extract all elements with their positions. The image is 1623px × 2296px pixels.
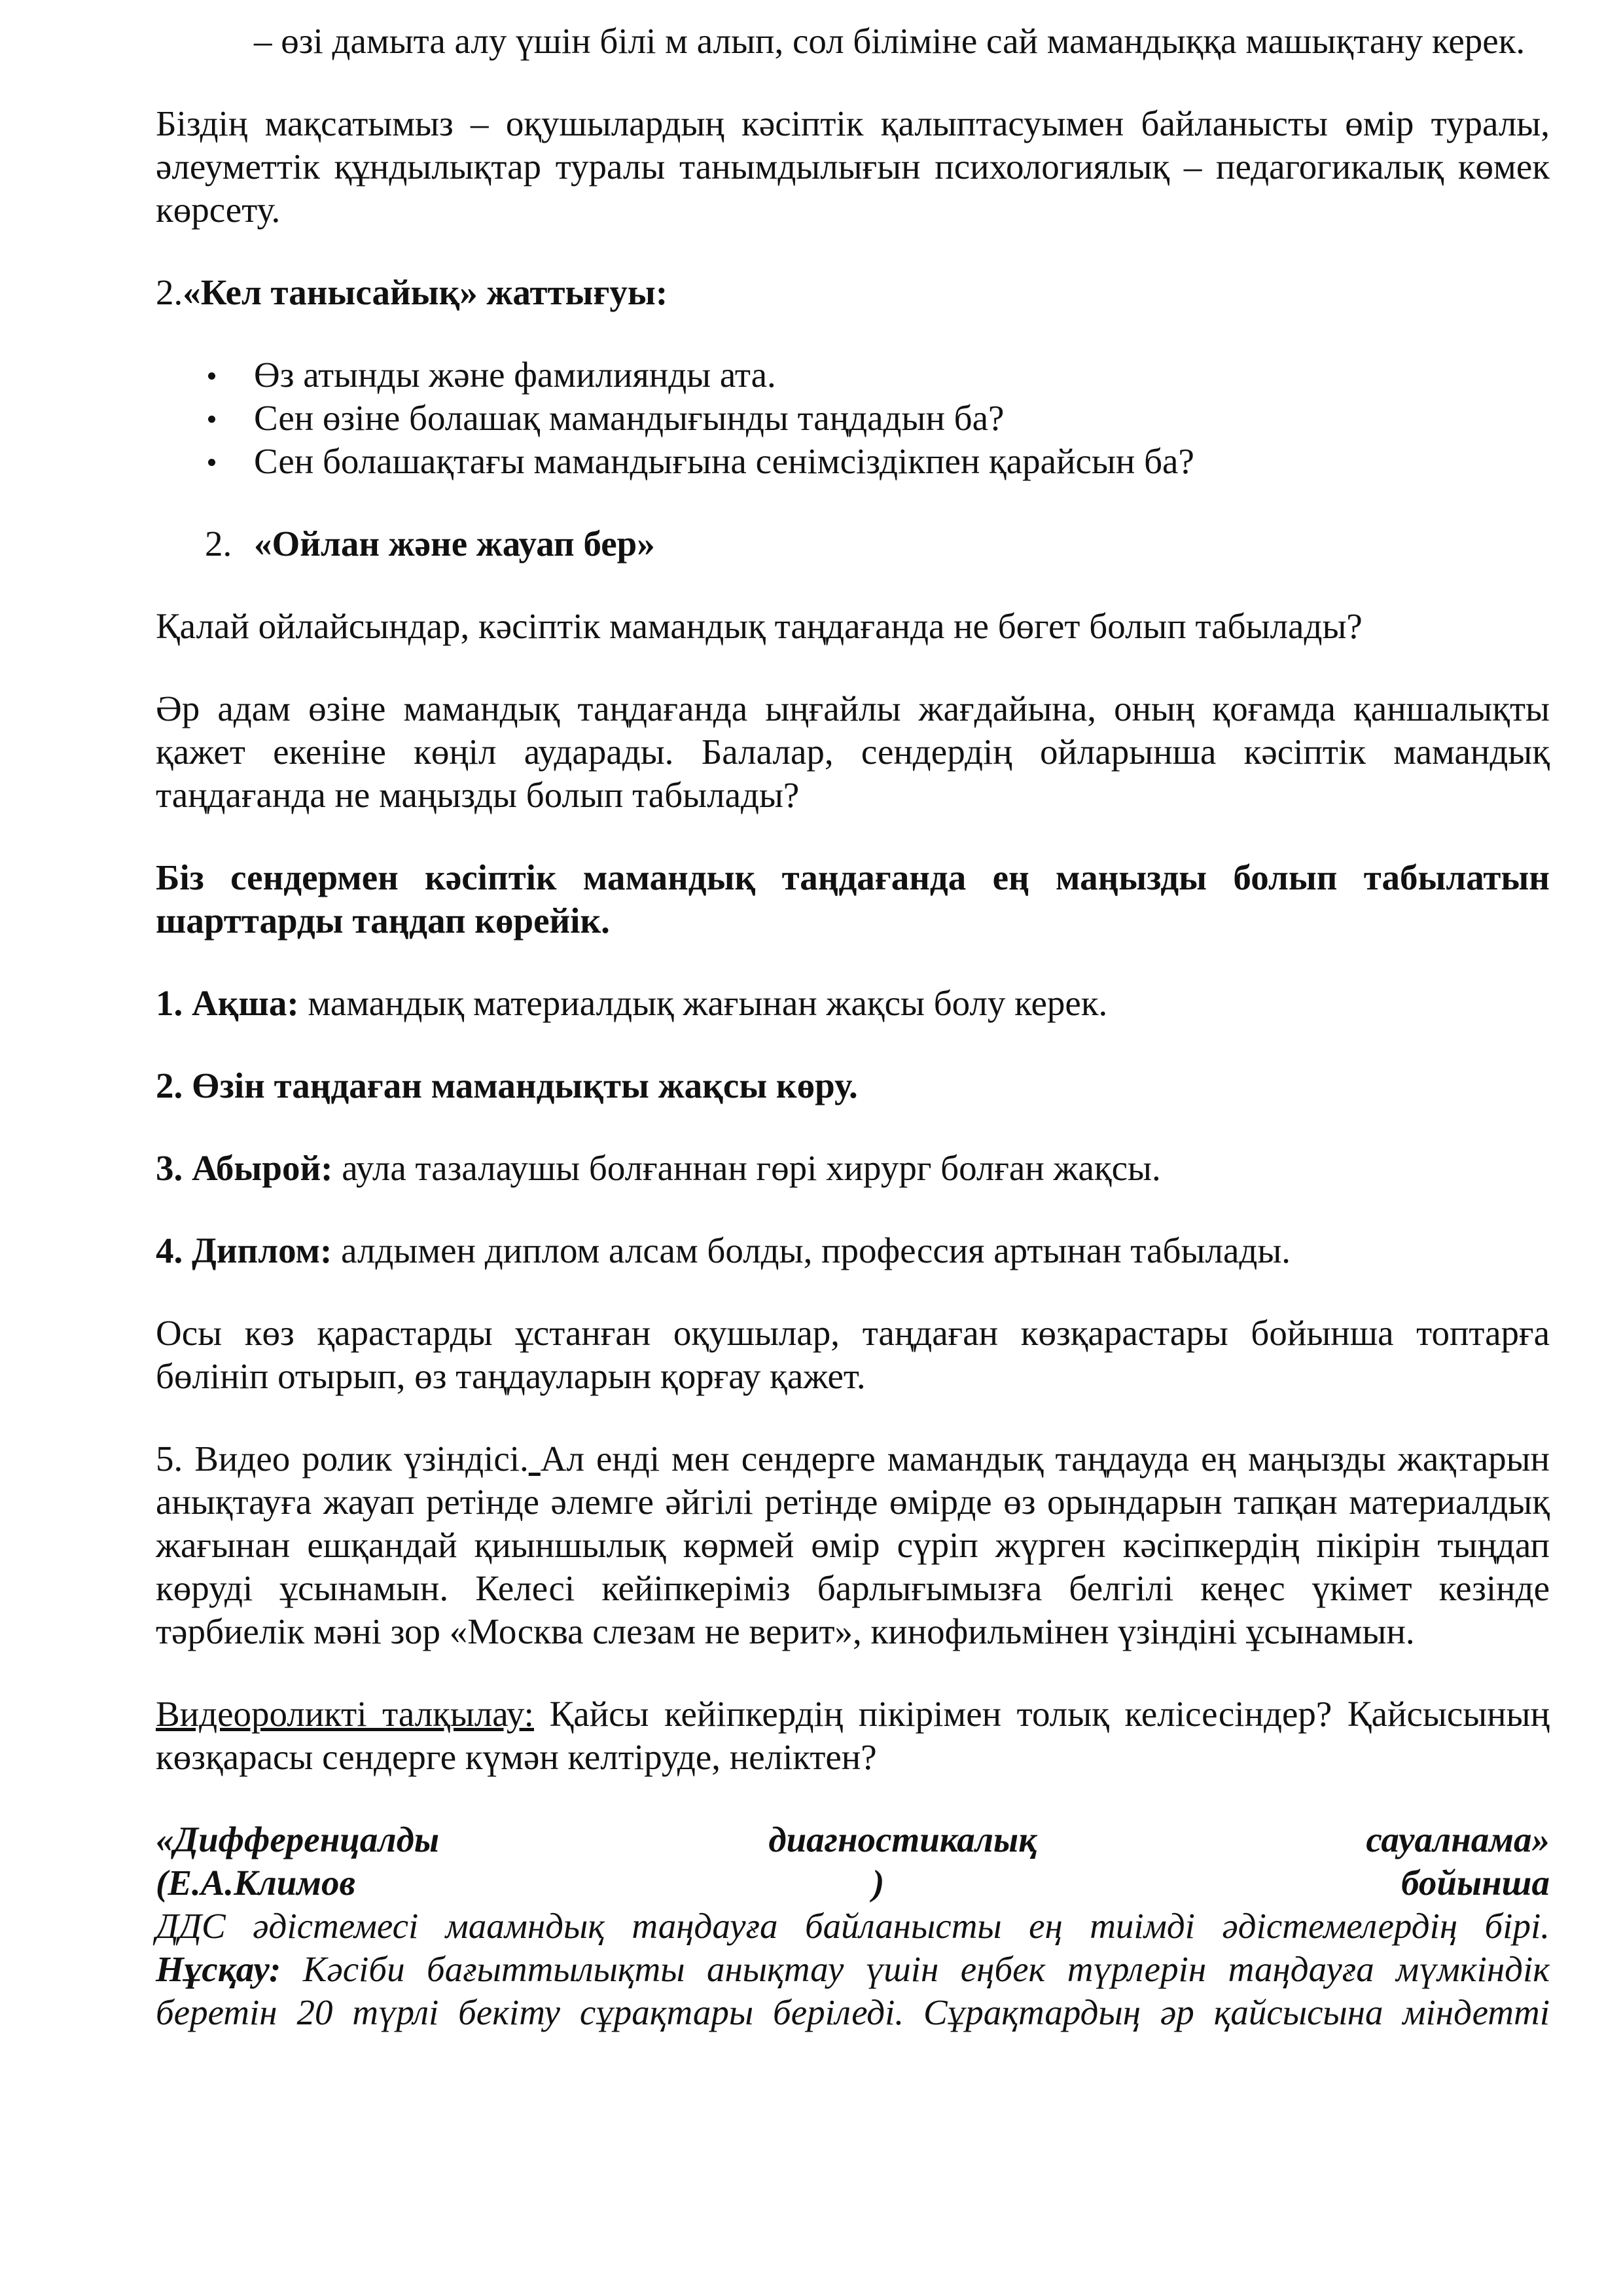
- criterion-item: [156, 1064, 1550, 1107]
- section2-number: 2.: [205, 524, 232, 564]
- video-lead: 5. Видео ролик үзіндісі.: [156, 1439, 529, 1479]
- criterion-label: 2. Өзін таңдаған мамандықты жақсы көру.: [156, 1066, 858, 1105]
- goal-paragraph: Біздің мақсатымыз – оқушылардың кәсіптік қалыптасуымен байланысты өмір туралы, әлеуметтік құндылықтар туралы танымдылығын психологиялық – педагогикалық көмек көрсету.: [156, 103, 1550, 230]
- choice-paragraph: Әр адам өзіне мамандық таңдағанда ыңғайлы жағдайына, оның қоғамда қаншалықты қажет екеніне көңіл аударады. Балалар, сендердің ойларынша кәсіптік мамандық таңдағанда не маңызды болып табылады?: [156, 689, 1550, 815]
- instruction-label: Нұсқау:: [156, 1949, 281, 1989]
- document-page: [156, 20, 1550, 2034]
- survey-author-part: (Е.А.Климов: [156, 1863, 356, 1903]
- video-text: Ал енді мен сендерге мамандық таңдауда ең маңызды жақтарын анықтауға жауап ретінде әлемге әйгілі ретінде өмірде өз орындарын тапқан материалдық жағынан ешқандай қиыншылық көрмей өмір сүріп жүрген кәсіпкердің пікірін тыңдап көруді ұсынамын. Келесі кейіпкеріміз барлығымызға белгілі кеңес үкімет кезінде тәрбиелік мәні зор «Москва слезам не верит», кинофильмінен үзіндіні ұсынамын.: [156, 1439, 1550, 1651]
- section2-title: «Ойлан және жауап бер»: [254, 524, 655, 564]
- survey-title-line: [156, 1818, 1550, 1861]
- criterion-item: [156, 1229, 1550, 1272]
- groups-paragraph: Осы көз қарастарды ұстанған оқушылар, таңдаған көзқарастары бойынша топтарға бөлініп отырып, өз таңдауларын қорғау қажет.: [156, 1313, 1550, 1396]
- exercise-list: [156, 353, 1550, 483]
- criterion-label: 3. Абырой:: [156, 1148, 333, 1188]
- survey-method: ДДС әдістемесі маамндық таңдауға байланысты ең тиімді әдістемелердің бірі.: [156, 1906, 1550, 1946]
- criterion-label: 1. Ақша:: [156, 983, 299, 1023]
- video-paragraph: [156, 1437, 1550, 1653]
- list-item: Өз атынды және фамилиянды ата.: [156, 353, 1550, 397]
- discussion-label: Видеороликті талқылау:: [156, 1694, 534, 1734]
- discussion-text: Қайсы кейіпкердің пікірімен толық келісесіндер? Қайсысының көзқарасы сендерге күмән келтіруде, неліктен?: [156, 1694, 1550, 1777]
- exercise-number: 2.: [156, 272, 183, 312]
- exercise-title: «Кел танысайық» жаттығуы:: [183, 272, 668, 312]
- video-lead-space: [529, 1439, 541, 1479]
- survey-block: [156, 1818, 1550, 2034]
- section2-heading: [205, 522, 1550, 565]
- criterion-item: [156, 982, 1550, 1025]
- question-paragraph: Қалай ойлайсындар, кәсіптік мамандық таңдағанда не бөгет болып табылады?: [156, 606, 1363, 646]
- survey-title-part: «Дифференцалды: [156, 1820, 440, 1859]
- intro-item: – өзі дамыта алу үшін білі м алып, сол біліміне сай мамандыққа машықтану керек.: [254, 21, 1525, 61]
- survey-author-line: [156, 1861, 1550, 1905]
- survey-author-part: бойынша: [1401, 1863, 1550, 1903]
- discussion-paragraph: [156, 1693, 1550, 1779]
- criterion-text: мамандық материалдық жағынан жақсы болу керек.: [298, 983, 1108, 1023]
- list-item: Сен өзіне болашақ мамандығынды таңдадын ба?: [156, 397, 1550, 440]
- survey-instruction: [156, 1948, 1550, 2034]
- criterion-item: [156, 1147, 1550, 1190]
- list-item: Сен болашақтағы мамандығына сенімсіздікпен қарайсын ба?: [156, 440, 1550, 483]
- exercise-heading: [156, 271, 1550, 314]
- bold-statement: Біз сендермен кәсіптік мамандық таңдағанда ең маңызды болып табылатын шарттарды таңдап көрейік.: [156, 857, 1550, 941]
- survey-author-part: ): [872, 1863, 885, 1903]
- survey-title-part: диагностикалық: [768, 1820, 1037, 1859]
- criterion-text: аула тазалаушы болғаннан гөрі хирург болған жақсы.: [332, 1148, 1161, 1188]
- survey-title-part: сауалнама»: [1366, 1820, 1550, 1859]
- instruction-text: Кәсіби бағыттылықты анықтау үшін еңбек түрлерін таңдауға мүмкіндік беретін 20 түрлі бекіту сұрақтары беріледі. Сұрақтардың әр қайсысына міндетті: [156, 1949, 1550, 2032]
- criterion-label: 4. Диплом:: [156, 1230, 332, 1270]
- criterion-text: алдымен диплом алсам болды, профессия артынан табылады.: [332, 1230, 1291, 1270]
